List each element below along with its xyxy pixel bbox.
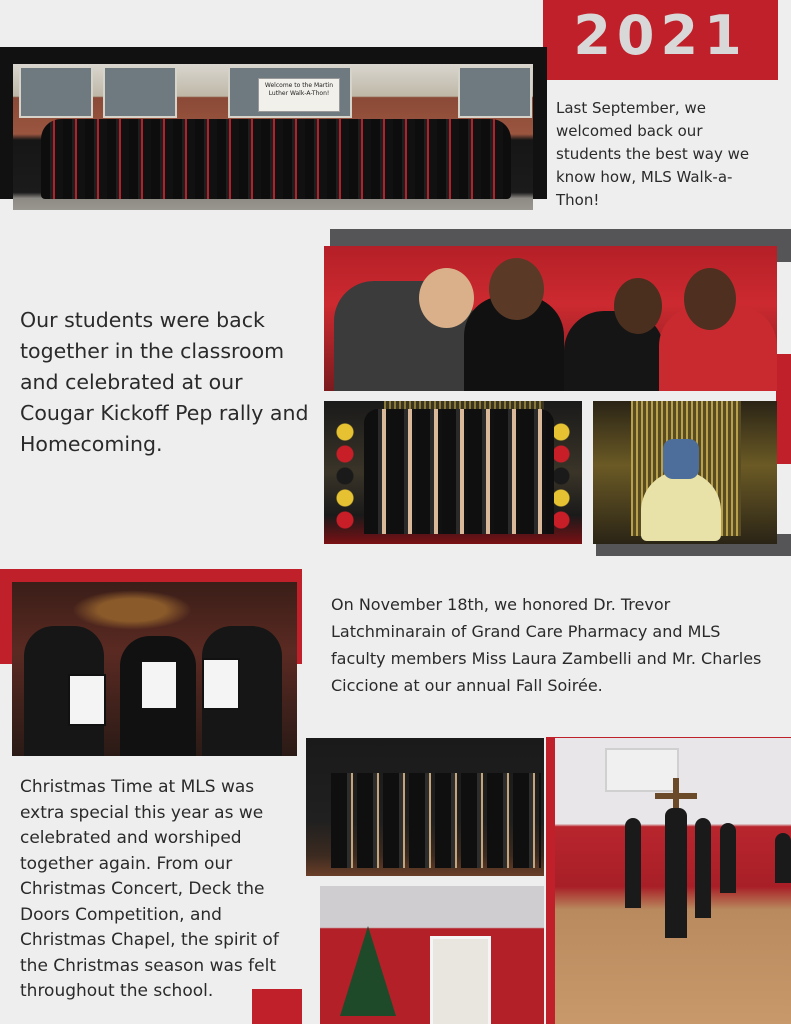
year-banner [543, 0, 778, 80]
christmas-concert-photo [306, 738, 544, 876]
soiree-text: On November 18th, we honored Dr. Trevor Latchminarain of Grand Care Pharmacy and MLS faculty members Miss Laura Zambelli and Mr. Charles Ciccione at our annual Fall Soirée. [331, 595, 762, 695]
christmas-text: Christmas Time at MLS was extra special this year as we celebrated and worshiped together again. From our Christmas Concert, Deck the Doors Competition, and Christmas Chapel, the spirit of the Christmas season was felt throughout the school. [20, 777, 279, 1001]
walkathon-text: Last September, we welcomed back our students the best way we know how, MLS Walk-a-Thon! [556, 99, 750, 209]
year-title: 2021 [573, 4, 748, 67]
homecoming-group-photo [324, 401, 582, 544]
homecoming-dress-photo [593, 401, 777, 544]
christmas-red-corner [252, 989, 302, 1024]
walkathon-group-photo [13, 64, 533, 210]
deck-the-doors-photo [320, 886, 544, 1024]
students-friends-photo [324, 246, 777, 391]
christmas-chapel-photo [555, 738, 791, 1024]
walkathon-banner: Welcome to the Martin Luther Walk-A-Thon! [258, 78, 340, 112]
homecoming-side-accent [776, 354, 791, 464]
homecoming-text: Our students were back together in the classroom and celebrated at our Cougar Kickoff Pep rally and Homecoming. [20, 308, 309, 456]
soiree-awards-photo [12, 582, 297, 756]
